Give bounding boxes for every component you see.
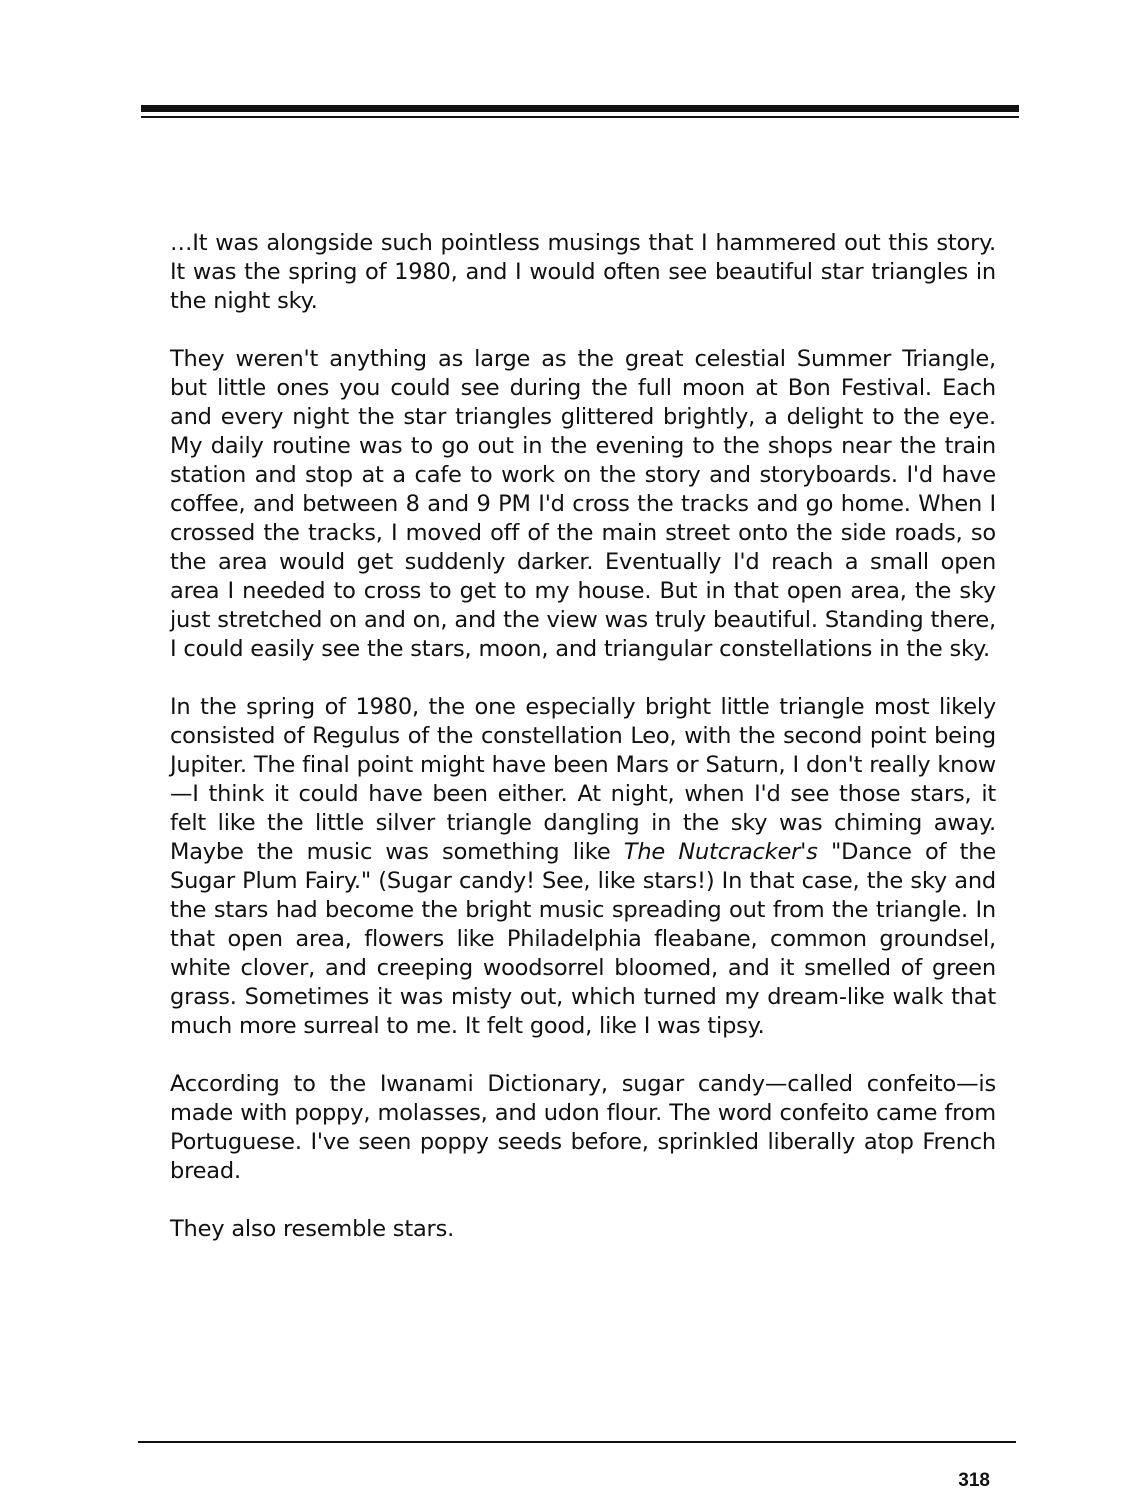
- page-number: 318: [958, 1470, 990, 1491]
- top-rule-thin: [141, 116, 1019, 118]
- body-text: [170, 229, 996, 1244]
- top-rule-thick: [141, 105, 1019, 112]
- paragraph-4: According to the Iwanami Dictionary, sugar candy—called confeito—is made with poppy, molasses, and udon flour. The word confeito came from Portuguese. I've seen poppy seeds before, sprinkled liberally atop French bread.: [170, 1071, 996, 1184]
- work-title: The Nutcracker's: [623, 839, 818, 865]
- bottom-rule: [138, 1441, 1016, 1443]
- paragraph-5: They also resemble stars.: [170, 1216, 455, 1242]
- paragraph-1: …It was alongside such pointless musings that I hammered out this story. It was the spring of 1980, and I would often see beautiful star triangles in the night sky.: [170, 230, 996, 314]
- paragraph-3-part-2: "Dance of the Sugar Plum Fairy." (Sugar candy! See, like stars!) In that case, the sky and the stars had become the bright music spreading out from the triangle. In that open area, flowers like Philadelphia fleabane, common groundsel, white clover, and creeping woodsorrel bloomed, and it smelled of green grass. Sometimes it was misty out, which turned my dream-like walk that much more surreal to me. It felt good, like I was tipsy.: [170, 839, 996, 1039]
- paragraph-3-part-1: In the spring of 1980, the one especially bright little triangle most likely consisted of Regulus of the constellation Leo, with the second point being Jupiter. The final point might have been Mars or Saturn, I don't really know—I think it could have been either. At night, when I'd see those stars, it felt like the little silver triangle dangling in the sky was chiming away. Maybe the music was something like: [170, 694, 996, 865]
- paragraph-3: [170, 693, 996, 1041]
- paragraph-2: They weren't anything as large as the great celestial Summer Triangle, but little ones you could see during the full moon at Bon Festival. Each and every night the star triangles glittered brightly, a delight to the eye. My daily routine was to go out in the evening to the shops near the train station and stop at a cafe to work on the story and storyboards. I'd have coffee, and between 8 and 9 PM I'd cross the tracks and go home. When I crossed the tracks, I moved off of the main street onto the side roads, so the area would get suddenly darker. Eventually I'd reach a small open area I needed to cross to get to my house. But in that open area, the sky just stretched on and on, and the view was truly beautiful. Standing there, I could easily see the stars, moon, and triangular constellations in the sky.: [170, 346, 996, 662]
